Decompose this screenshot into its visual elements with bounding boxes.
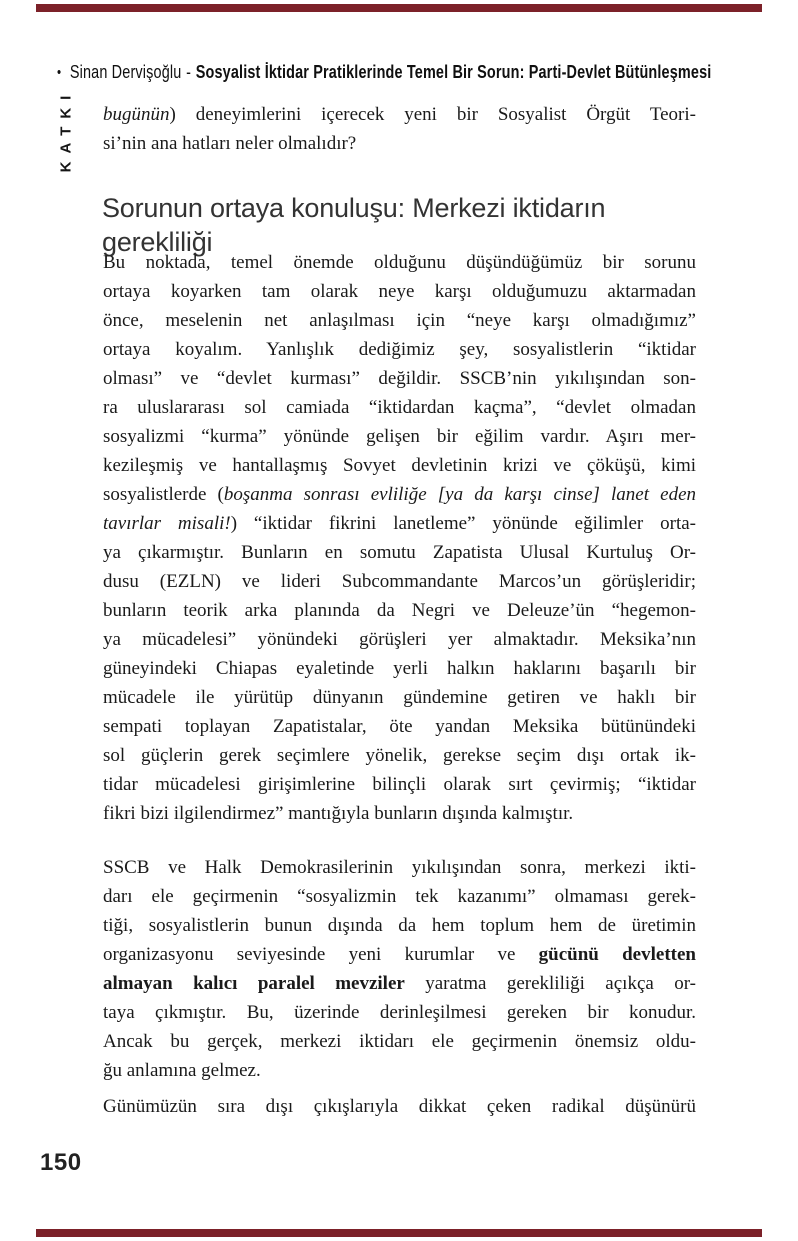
text-line bbox=[103, 335, 696, 364]
text-line bbox=[103, 654, 696, 683]
running-header bbox=[57, 61, 711, 83]
text-segment: ra uluslararası sol camiada “iktidardan kaçma”, “devlet olmadan bbox=[103, 397, 696, 418]
text-line bbox=[103, 509, 696, 538]
text-segment: boşanma sonrası evliliğe [ya da karşı cinse] lanet eden bbox=[223, 484, 696, 505]
text-segment: tiği, sosyalistlerin bunun dışında da hem toplum hem de üretimin bbox=[103, 915, 696, 936]
text-line bbox=[103, 100, 696, 129]
text-segment: tidar mücadelesi girişimlerine bilinçli olarak sırt çevirmiş; “iktidar bbox=[103, 774, 696, 795]
text-line bbox=[103, 1027, 696, 1056]
text-segment: ya mücadelesi” yönündeki görüşleri yer almaktadır. Meksika’nın bbox=[103, 629, 696, 650]
section-heading-line: gerekliliği bbox=[102, 227, 213, 257]
text-line bbox=[103, 596, 696, 625]
body-paragraph bbox=[103, 1092, 696, 1121]
text-segment: bunların teorik arka planında da Negri ve Deleuze’ün “hegemon- bbox=[103, 600, 696, 621]
text-segment: ) “iktidar fikrini lanetleme” yönünde eğilimler orta- bbox=[230, 513, 696, 534]
text-segment: si’nin ana hatları neler olmalıdır? bbox=[103, 133, 357, 154]
text-segment: yaratma gerekliliği açıkça or- bbox=[404, 973, 696, 994]
text-line bbox=[103, 853, 696, 882]
text-line bbox=[103, 277, 696, 306]
text-line bbox=[103, 306, 696, 335]
text-line bbox=[103, 538, 696, 567]
text-line bbox=[103, 940, 696, 969]
text-line bbox=[103, 248, 696, 277]
top-rule bbox=[36, 4, 762, 12]
text-segment: gücünü devletten bbox=[538, 944, 696, 965]
text-line bbox=[103, 770, 696, 799]
text-segment: SSCB ve Halk Demokrasilerinin yıkılışından sonra, merkezi ikti- bbox=[103, 857, 696, 878]
header-separator: - bbox=[186, 61, 192, 82]
text-segment: ya çıkarmıştır. Bunların en somutu Zapatista Ulusal Kurtuluş Or- bbox=[103, 542, 696, 563]
header-author: Sinan Dervişoğlu bbox=[69, 61, 182, 82]
text-segment: kezileşmiş ve hantallaşmış Sovyet devletinin krizi ve çöküşü, kimi bbox=[103, 455, 696, 476]
bullet-icon: • bbox=[57, 64, 62, 81]
text-line bbox=[103, 683, 696, 712]
text-line bbox=[103, 364, 696, 393]
body-paragraph bbox=[103, 853, 696, 1085]
text-segment: mücadele ile yürütüp dünyanın gündemine getiren ve haklı bir bbox=[103, 687, 696, 708]
text-segment: organizasyonu seviyesinde yeni kurumlar ve bbox=[103, 944, 539, 965]
body-paragraph bbox=[103, 100, 696, 158]
journal-name-vertical: KATKI bbox=[57, 87, 75, 173]
text-line bbox=[103, 625, 696, 654]
text-segment: sosyalistlerde ( bbox=[103, 484, 224, 505]
text-segment: almayan kalıcı paralel mevziler bbox=[103, 973, 405, 994]
text-line bbox=[103, 911, 696, 940]
body-paragraph bbox=[103, 248, 696, 828]
text-segment: ortaya koyarken tam olarak neye karşı olduğumuzu aktarmadan bbox=[103, 281, 696, 302]
text-line bbox=[103, 998, 696, 1027]
bottom-rule bbox=[36, 1229, 762, 1237]
header-title: Sosyalist İktidar Pratiklerinde Temel Bir Sorun: Parti-Devlet Bütünleşmesi bbox=[195, 61, 712, 82]
text-line bbox=[103, 1092, 696, 1121]
text-line bbox=[103, 882, 696, 911]
text-line bbox=[103, 422, 696, 451]
text-segment: sol güçlerin gerek seçimlere yönelik, gerekse seçim dışı ortak ik- bbox=[103, 745, 696, 766]
text-segment: ortaya koyalım. Yanlışlık dediğimiz şey, sosyalistlerin “iktidar bbox=[103, 339, 696, 360]
text-segment: tavırlar misali! bbox=[103, 513, 231, 534]
text-segment: bugünün bbox=[103, 104, 170, 125]
text-line bbox=[103, 480, 696, 509]
text-line bbox=[103, 799, 696, 828]
section-heading-line: Sorunun ortaya konuluşu: Merkezi iktidarın bbox=[102, 193, 606, 223]
text-segment: taya çıkmıştır. Bu, üzerinde derinleşilmesi gereken bir konudur. bbox=[103, 1002, 696, 1023]
text-segment: sosyalizmi “kurma” yönünde gelişen bir eğilim vardır. Aşırı mer- bbox=[103, 426, 696, 447]
text-segment: olması” ve “devlet kurması” değildir. SSCB’nin yıkılışından son- bbox=[103, 368, 696, 389]
text-line bbox=[103, 1056, 696, 1085]
text-line bbox=[103, 712, 696, 741]
text-line bbox=[103, 393, 696, 422]
text-segment: sempati toplayan Zapatistalar, öte yandan Meksika bütünündeki bbox=[103, 716, 696, 737]
text-line bbox=[103, 567, 696, 596]
text-segment: Ancak bu gerçek, merkezi iktidarı ele geçirmenin önemsiz oldu- bbox=[103, 1031, 696, 1052]
text-segment: önce, meselenin net anlaşılması için “neye karşı olmadığımız” bbox=[103, 310, 696, 331]
text-segment: güneyindeki Chiapas eyaletinde yerli halkın haklarını başarılı bir bbox=[103, 658, 696, 679]
text-line bbox=[103, 741, 696, 770]
text-segment: dusu (EZLN) ve lideri Subcommandante Marcos’un görüşleridir; bbox=[103, 571, 696, 592]
text-segment: ) deneyimlerini içerecek yeni bir Sosyalist Örgüt Teori- bbox=[169, 104, 696, 125]
text-line bbox=[103, 969, 696, 998]
text-segment: darı ele geçirmenin “sosyalizmin tek kazanımı” olmaması gerek- bbox=[103, 886, 696, 907]
text-segment: fikri bizi ilgilendirmez” mantığıyla bunların dışında kalmıştır. bbox=[103, 803, 574, 824]
text-line bbox=[103, 451, 696, 480]
text-segment: ğu anlamına gelmez. bbox=[103, 1060, 261, 1081]
text-segment: Günümüzün sıra dışı çıkışlarıyla dikkat çeken radikal düşünürü bbox=[103, 1096, 696, 1117]
text-segment: Bu noktada, temel önemde olduğunu düşündüğümüz bir sorunu bbox=[103, 252, 696, 273]
page-number: 150 bbox=[40, 1149, 82, 1176]
text-line bbox=[103, 129, 696, 158]
